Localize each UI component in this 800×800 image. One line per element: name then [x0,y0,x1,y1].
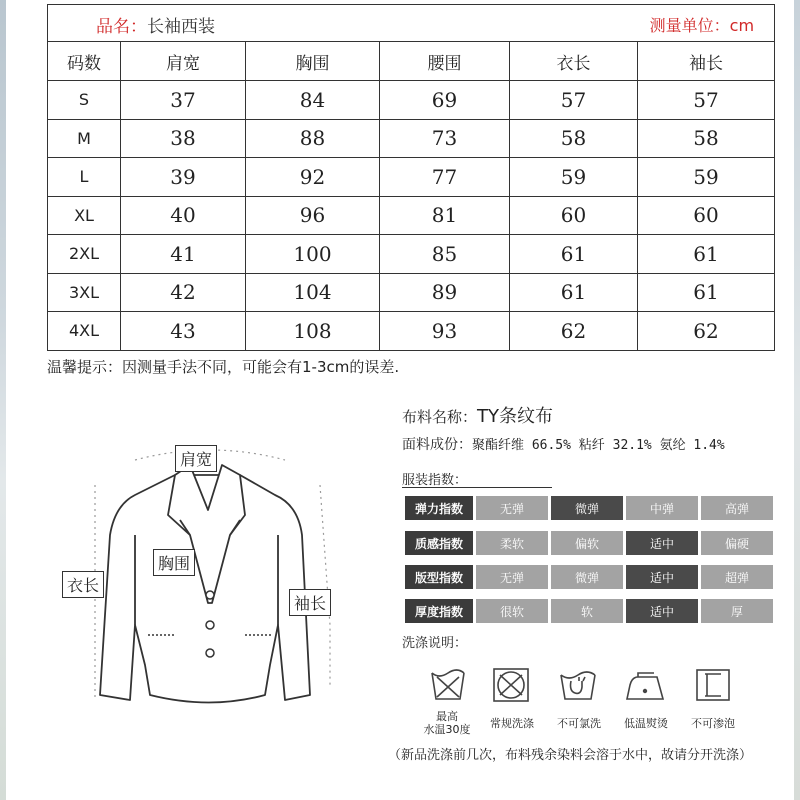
index-option: 无弹 [476,496,548,520]
cell-length: 58 [510,119,638,158]
no-bleach-icon [557,665,599,705]
label-chest: 胸围 [153,549,195,576]
no-soak-icon [692,665,734,705]
label-shoulder: 肩宽 [175,445,217,472]
index-row [402,599,776,623]
cell-chest: 108 [246,312,380,351]
cell-waist: 77 [380,158,510,197]
index-option-selected: 适中 [626,599,698,623]
washing-title: 洗涤说明： [402,636,468,651]
cell-sleeve: 61 [638,273,775,312]
index-row [402,496,776,520]
header-length: 衣长 [510,42,638,81]
cell-shoulder: 43 [121,312,246,351]
cell-shoulder: 40 [121,196,246,235]
measure-unit: 测量单位：cm [649,16,755,35]
cell-size: M [48,119,121,158]
left-photo-edge [0,0,6,800]
index-option: 无弹 [476,565,548,589]
cell-waist: 89 [380,273,510,312]
index-divider [402,487,552,488]
label-sleeve: 袖长 [289,589,331,616]
cell-sleeve: 59 [638,158,775,197]
index-option: 偏硬 [701,531,773,555]
index-label: 质感指数 [405,531,473,555]
jacket-diagram [40,425,370,729]
machine-wash-icon [490,665,532,705]
table-row [48,273,775,312]
cell-waist: 69 [380,81,510,120]
header-size: 码数 [48,42,121,81]
wash-label-machine: 常规洗涤 [490,717,534,730]
index-option: 超弹 [701,565,773,589]
cell-length: 59 [510,158,638,197]
wash-label-hand: 最高 水温30度 [423,710,471,736]
header-waist: 腰围 [380,42,510,81]
wash-label-iron: 低温熨烫 [624,717,668,730]
index-option: 柔软 [476,531,548,555]
cell-shoulder: 38 [121,119,246,158]
cell-size: S [48,81,121,120]
cell-length: 57 [510,81,638,120]
cell-size: L [48,158,121,197]
cell-chest: 92 [246,158,380,197]
washing-note: （新品洗涤前几次，布料残余染料会溶于水中，故请分开洗涤） [388,748,753,763]
cell-sleeve: 62 [638,312,775,351]
index-label: 弹力指数 [405,496,473,520]
index-label: 厚度指数 [405,599,473,623]
cell-chest: 104 [246,273,380,312]
low-iron-icon [624,665,666,705]
index-option-selected: 适中 [626,531,698,555]
cell-length: 61 [510,235,638,274]
index-option: 中弹 [626,496,698,520]
cell-waist: 73 [380,119,510,158]
cell-length: 60 [510,196,638,235]
index-option-selected: 适中 [626,565,698,589]
cell-sleeve: 57 [638,81,775,120]
cell-waist: 85 [380,235,510,274]
header-chest: 胸围 [246,42,380,81]
cell-length: 62 [510,312,638,351]
cell-size: 3XL [48,273,121,312]
garment-index-title: 服装指数： [402,473,468,488]
index-row [402,565,776,589]
cell-sleeve: 61 [638,235,775,274]
cell-chest: 100 [246,235,380,274]
cell-shoulder: 37 [121,81,246,120]
table-row [48,158,775,197]
product-name: 品名：长袖西装 [96,17,215,37]
table-row [48,235,775,274]
index-option: 微弹 [551,565,623,589]
cell-shoulder: 41 [121,235,246,274]
measurement-note: 温馨提示：因测量手法不同，可能会有1-3cm的误差. [47,358,400,376]
index-label: 版型指数 [405,565,473,589]
cell-chest: 88 [246,119,380,158]
index-option: 厚 [701,599,773,623]
cell-size: 2XL [48,235,121,274]
table-row [48,196,775,235]
cell-sleeve: 60 [638,196,775,235]
size-table [47,4,775,351]
index-row [402,531,776,555]
index-option: 很软 [476,599,548,623]
label-length: 衣长 [62,571,104,598]
cell-shoulder: 39 [121,158,246,197]
table-row [48,81,775,120]
cell-sleeve: 58 [638,119,775,158]
wash-label-soak: 不可渗泡 [691,717,735,730]
table-header [48,42,775,81]
cell-length: 61 [510,273,638,312]
cell-size: 4XL [48,312,121,351]
cell-waist: 81 [380,196,510,235]
index-option: 软 [551,599,623,623]
header-sleeve: 袖长 [638,42,775,81]
cell-waist: 93 [380,312,510,351]
table-title-row [48,5,775,42]
table-row [48,119,775,158]
header-shoulder: 肩宽 [121,42,246,81]
cell-chest: 84 [246,81,380,120]
right-photo-edge [794,0,800,800]
fabric-composition: 面料成份：聚酯纤维 66.5% 粘纤 32.1% 氨纶 1.4% [402,437,725,453]
cell-shoulder: 42 [121,273,246,312]
index-option-selected: 微弹 [551,496,623,520]
table-row [48,312,775,351]
fabric-name: 布料名称：TY条纹布 [402,406,554,427]
cell-chest: 96 [246,196,380,235]
cell-size: XL [48,196,121,235]
index-option: 高弹 [701,496,773,520]
wash-label-bleach: 不可氯洗 [557,717,601,730]
index-option: 偏软 [551,531,623,555]
hand-wash-30-icon [427,665,469,705]
